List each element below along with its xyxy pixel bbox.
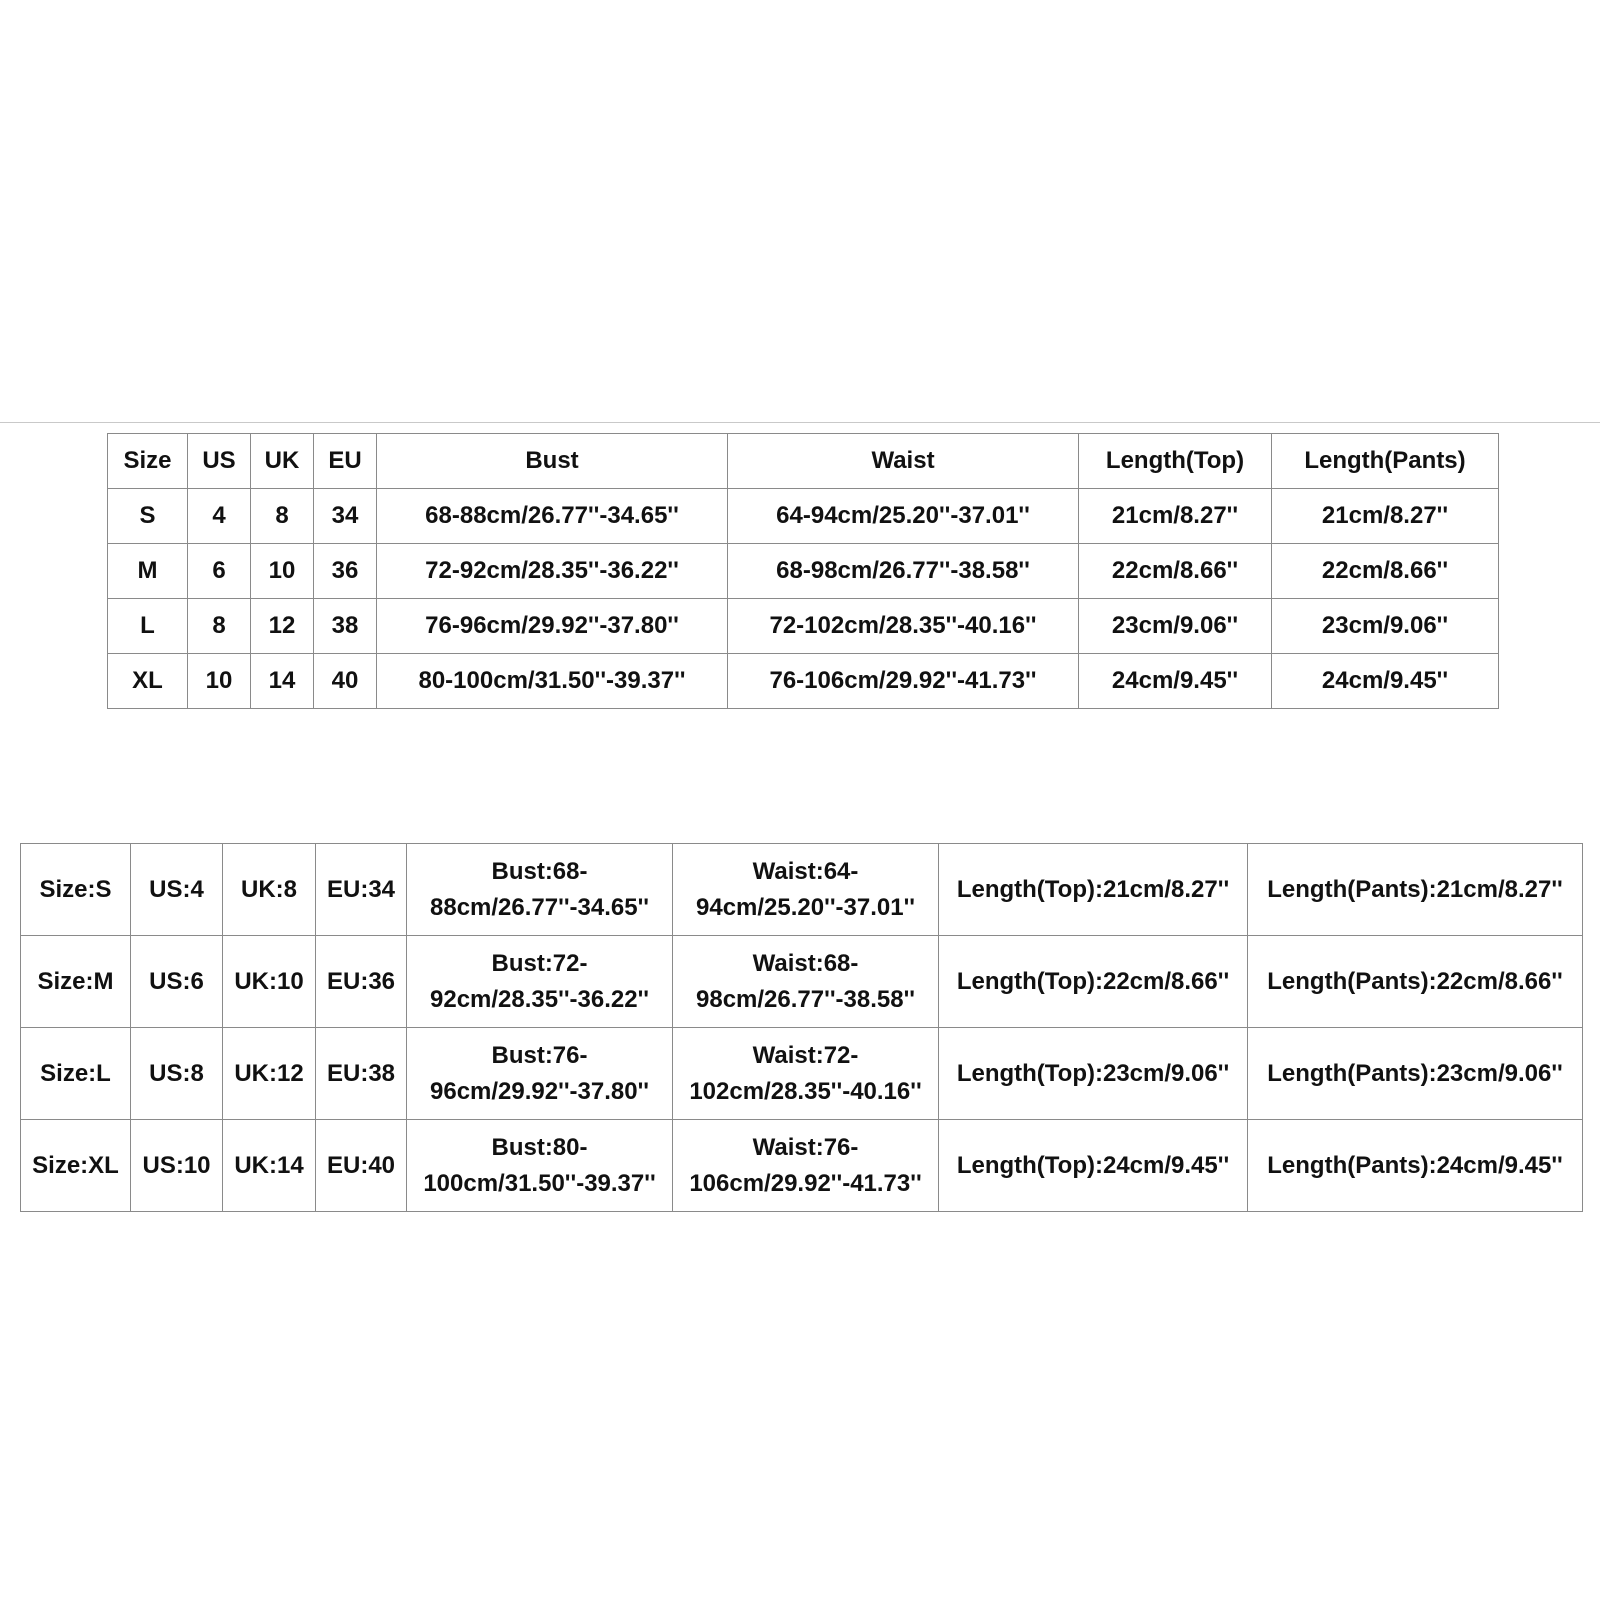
cell-size: Size:M — [21, 936, 131, 1028]
cell-bust — [407, 1120, 673, 1212]
cell-eu: EU:36 — [316, 936, 407, 1028]
cell-size: S — [108, 489, 188, 544]
header-eu: EU — [314, 434, 377, 489]
cell-length-pants: Length(Pants):23cm/9.06'' — [1248, 1028, 1583, 1120]
cell-us: US:10 — [131, 1120, 223, 1212]
cell-length-top: 23cm/9.06'' — [1079, 599, 1272, 654]
cell-us: US:8 — [131, 1028, 223, 1120]
cell-length-pants: 24cm/9.45'' — [1272, 654, 1499, 709]
waist-line-2: 106cm/29.92''-41.73'' — [689, 1169, 922, 1197]
cell-eu: 36 — [314, 544, 377, 599]
header-waist: Waist — [728, 434, 1079, 489]
cell-us: US:6 — [131, 936, 223, 1028]
cell-waist: 64-94cm/25.20''-37.01'' — [728, 489, 1079, 544]
waist-line-1: Waist:72- — [752, 1041, 859, 1069]
cell-eu: 38 — [314, 599, 377, 654]
table-row — [21, 1028, 1583, 1120]
cell-us: 8 — [188, 599, 251, 654]
waist-line-2: 98cm/26.77''-38.58'' — [696, 985, 915, 1013]
cell-uk: UK:10 — [223, 936, 316, 1028]
bust-line-2: 88cm/26.77''-34.65'' — [430, 893, 649, 921]
bust-line-1: Bust:80- — [491, 1133, 588, 1161]
cell-length-pants: Length(Pants):22cm/8.66'' — [1248, 936, 1583, 1028]
table-row — [108, 599, 1499, 654]
header-size: Size — [108, 434, 188, 489]
cell-us: 4 — [188, 489, 251, 544]
cell-uk: UK:12 — [223, 1028, 316, 1120]
header-bust: Bust — [377, 434, 728, 489]
cell-us: 6 — [188, 544, 251, 599]
cell-uk: 10 — [251, 544, 314, 599]
cell-size: M — [108, 544, 188, 599]
cell-uk: 14 — [251, 654, 314, 709]
cell-size: XL — [108, 654, 188, 709]
cell-size: L — [108, 599, 188, 654]
table-row — [108, 544, 1499, 599]
cell-bust: 80-100cm/31.50''-39.37'' — [377, 654, 728, 709]
cell-eu: 34 — [314, 489, 377, 544]
table-row — [108, 489, 1499, 544]
cell-bust: 72-92cm/28.35''-36.22'' — [377, 544, 728, 599]
cell-length-pants: Length(Pants):21cm/8.27'' — [1248, 844, 1583, 936]
cell-length-top: Length(Top):22cm/8.66'' — [939, 936, 1248, 1028]
cell-waist: 72-102cm/28.35''-40.16'' — [728, 599, 1079, 654]
cell-bust — [407, 844, 673, 936]
header-us: US — [188, 434, 251, 489]
table-row — [21, 1120, 1583, 1212]
cell-size: Size:L — [21, 1028, 131, 1120]
size-chart-table — [107, 433, 1499, 709]
waist-line-2: 102cm/28.35''-40.16'' — [689, 1077, 922, 1105]
cell-eu: EU:40 — [316, 1120, 407, 1212]
table-header-row — [108, 434, 1499, 489]
waist-line-2: 94cm/25.20''-37.01'' — [696, 893, 915, 921]
cell-length-top: 21cm/8.27'' — [1079, 489, 1272, 544]
cell-length-pants: 23cm/9.06'' — [1272, 599, 1499, 654]
cell-length-top: Length(Top):23cm/9.06'' — [939, 1028, 1248, 1120]
bust-line-2: 100cm/31.50''-39.37'' — [423, 1169, 656, 1197]
cell-length-pants: 21cm/8.27'' — [1272, 489, 1499, 544]
bust-line-1: Bust:68- — [491, 857, 588, 885]
header-length-pants: Length(Pants) — [1272, 434, 1499, 489]
cell-uk: UK:14 — [223, 1120, 316, 1212]
cell-bust — [407, 1028, 673, 1120]
waist-line-1: Waist:64- — [752, 857, 859, 885]
bust-line-2: 96cm/29.92''-37.80'' — [430, 1077, 649, 1105]
cell-eu: 40 — [314, 654, 377, 709]
waist-line-1: Waist:76- — [752, 1133, 859, 1161]
cell-waist: 68-98cm/26.77''-38.58'' — [728, 544, 1079, 599]
cell-bust — [407, 936, 673, 1028]
cell-us: 10 — [188, 654, 251, 709]
cell-waist — [673, 1120, 939, 1212]
bust-line-2: 92cm/28.35''-36.22'' — [430, 985, 649, 1013]
cell-size: Size:XL — [21, 1120, 131, 1212]
cell-uk: UK:8 — [223, 844, 316, 936]
cell-uk: 12 — [251, 599, 314, 654]
cell-length-top: 24cm/9.45'' — [1079, 654, 1272, 709]
cell-length-pants: Length(Pants):24cm/9.45'' — [1248, 1120, 1583, 1212]
cell-bust: 76-96cm/29.92''-37.80'' — [377, 599, 728, 654]
cell-waist — [673, 844, 939, 936]
header-length-top: Length(Top) — [1079, 434, 1272, 489]
cell-uk: 8 — [251, 489, 314, 544]
bust-line-1: Bust:76- — [491, 1041, 588, 1069]
labeled-size-chart-table — [20, 843, 1583, 1212]
header-uk: UK — [251, 434, 314, 489]
waist-line-1: Waist:68- — [752, 949, 859, 977]
cell-waist: 76-106cm/29.92''-41.73'' — [728, 654, 1079, 709]
cell-waist — [673, 936, 939, 1028]
cell-size: Size:S — [21, 844, 131, 936]
cell-length-top: 22cm/8.66'' — [1079, 544, 1272, 599]
cell-eu: EU:34 — [316, 844, 407, 936]
bust-line-1: Bust:72- — [491, 949, 588, 977]
cell-length-top: Length(Top):24cm/9.45'' — [939, 1120, 1248, 1212]
cell-length-top: Length(Top):21cm/8.27'' — [939, 844, 1248, 936]
cell-us: US:4 — [131, 844, 223, 936]
table-row — [21, 936, 1583, 1028]
table-row — [21, 844, 1583, 936]
cell-length-pants: 22cm/8.66'' — [1272, 544, 1499, 599]
cell-waist — [673, 1028, 939, 1120]
cell-bust: 68-88cm/26.77''-34.65'' — [377, 489, 728, 544]
table-row — [108, 654, 1499, 709]
divider-line — [0, 422, 1600, 423]
cell-eu: EU:38 — [316, 1028, 407, 1120]
